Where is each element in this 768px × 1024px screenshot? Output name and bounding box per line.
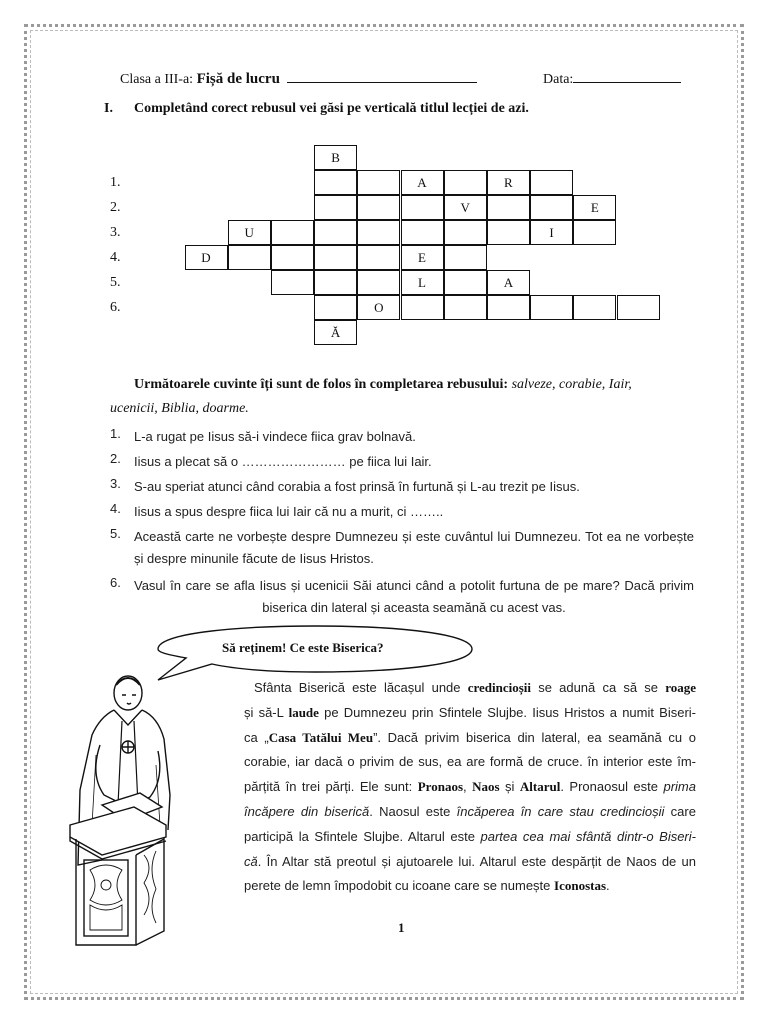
paragraph-italic: prima xyxy=(663,779,696,795)
paragraph-bold: Casa Tatălui Meu xyxy=(268,729,374,745)
crossword-cell[interactable] xyxy=(444,220,487,245)
paragraph-text: ca „ xyxy=(244,729,269,745)
paragraph-line-5 xyxy=(244,775,696,800)
paragraph-line-4: corabie, iar dacă o privim de sus, ea are formă de cruce. în interior este îm- xyxy=(244,754,696,770)
row-label-5: 5. xyxy=(110,275,121,290)
crossword-cell[interactable] xyxy=(357,220,400,245)
question-text: Iisus a plecat să o …………………… pe fiica lui Iair. xyxy=(134,454,432,469)
crossword-cell[interactable] xyxy=(530,295,573,320)
date-label: Data: xyxy=(543,72,574,87)
title-blank-line[interactable] xyxy=(287,70,477,83)
paragraph-bold: credincioșii xyxy=(467,680,532,695)
crossword-cell[interactable]: L xyxy=(401,270,444,295)
crossword-cell[interactable]: A xyxy=(401,170,444,195)
words-intro-bold: Următoarele cuvinte îți sunt de folos în completarea rebusului: xyxy=(134,377,509,392)
crossword-cell-bottom[interactable]: Ă xyxy=(314,320,357,345)
paragraph-bold: Iconostas xyxy=(554,878,607,894)
crossword-cell[interactable] xyxy=(401,220,444,245)
crossword-cell[interactable]: D xyxy=(185,245,228,270)
crossword-cell[interactable] xyxy=(271,270,314,295)
paragraph-italic: partea cea mai sfântă dintr-o Biseri- xyxy=(480,828,696,844)
row-label-2: 2. xyxy=(110,200,121,215)
paragraph-text: perete de lemn împodobit cu icoane care se numește xyxy=(244,878,555,894)
crossword-cell[interactable] xyxy=(271,220,314,245)
crossword-cell[interactable] xyxy=(314,270,357,295)
crossword-cell[interactable] xyxy=(228,245,271,270)
crossword-cell[interactable] xyxy=(573,295,616,320)
crossword-cell[interactable] xyxy=(487,295,530,320)
paragraph-italic: încăperea în care stau credincioșii xyxy=(456,803,665,819)
crossword-cell[interactable] xyxy=(357,270,400,295)
crossword-cell[interactable] xyxy=(617,295,660,320)
paragraph-text: se adună ca să se xyxy=(531,680,666,695)
row-label-3: 3. xyxy=(110,225,121,240)
paragraph-text: pe Dumnezeu prin Sfintele Slujbe. Iisus Hristos a numit Biseri- xyxy=(318,704,697,720)
paragraph-text: care xyxy=(664,803,696,819)
paragraph-bold: Pronaos xyxy=(417,779,463,795)
date-blank-line[interactable] xyxy=(573,70,681,83)
paragraph-line-6 xyxy=(244,800,696,825)
crossword-cell[interactable] xyxy=(271,245,314,270)
question-text: S-au speriat atunci când corabia a fost prinsă în furtună și L-au trezit pe Iisus. xyxy=(134,479,580,494)
crossword-cell[interactable] xyxy=(314,245,357,270)
paragraph-text: participă la Sfintele Slujbe. Altarul este xyxy=(244,828,481,844)
crossword-cell[interactable] xyxy=(357,245,400,270)
words-intro xyxy=(134,377,632,393)
paragraph-line-7 xyxy=(244,825,696,850)
paragraph-text: . Naosul este xyxy=(369,803,457,819)
question-text: Iisus a spus despre fiica lui Iair că nu a murit, ci …….. xyxy=(134,504,444,519)
question-text: Vasul în care se afla Iisus și ucenicii Săi atunci când a potolit furtuna de pe mare? Dacă privim biserica din lateral și aceasta seamănă cu acest vas. xyxy=(134,578,694,615)
worksheet-header xyxy=(120,70,477,88)
paragraph-line-2 xyxy=(244,701,696,726)
paragraph-line-3 xyxy=(244,726,696,751)
paragraph-text: . Pronaosul este xyxy=(560,779,664,795)
paragraph-text: . xyxy=(606,878,610,894)
question-number: 3. xyxy=(110,476,121,491)
question-text: L-a rugat pe Iisus să-i vindece fiica grav bolnavă. xyxy=(134,429,416,444)
paragraph-text: părțită în trei părți. Ele sunt: xyxy=(244,779,418,795)
crossword-cell[interactable] xyxy=(444,245,487,270)
row-label-4: 4. xyxy=(110,250,121,265)
paragraph-text: și să-L xyxy=(244,704,289,720)
paragraph-text: , xyxy=(463,779,473,795)
paragraph-line-8 xyxy=(244,850,696,875)
class-label: Clasa a III-a: xyxy=(120,72,194,87)
crossword-cell[interactable] xyxy=(357,170,400,195)
question-number: 2. xyxy=(110,451,121,466)
crossword-cell[interactable]: E xyxy=(573,195,616,220)
crossword-cell-top[interactable]: B xyxy=(314,145,357,170)
page-number: 1 xyxy=(398,920,405,935)
paragraph-line-1 xyxy=(244,676,696,701)
section-number: I. xyxy=(104,101,113,116)
paragraph-text: Sfânta Biserică este lăcașul unde xyxy=(254,680,468,695)
church-paragraph xyxy=(244,676,696,899)
crossword-cell[interactable]: O xyxy=(357,295,400,320)
row-label-6: 6. xyxy=(110,300,121,315)
paragraph-text: ”. Dacă privim biserica din lateral, ea seamănă cu o xyxy=(373,729,696,745)
paragraph-italic: încăpere din biserică xyxy=(244,803,370,819)
section-instruction: Completând corect rebusul vei găsi pe verticală titlul lecției de azi. xyxy=(134,101,529,116)
bubble-text: Să reținem! Ce este Biserica? xyxy=(222,640,384,655)
crossword-cell[interactable]: I xyxy=(530,220,573,245)
question-text: Această carte ne vorbește despre Dumnezeu și este cuvântul lui Dumnezeu. Tot ea ne vorbește și despre minunile făcute de Iisus Hristos. xyxy=(134,529,694,566)
paragraph-bold: Altarul xyxy=(519,779,561,795)
crossword-cell[interactable] xyxy=(357,195,400,220)
crossword-cell[interactable] xyxy=(314,195,357,220)
crossword-cell[interactable]: V xyxy=(444,195,487,220)
crossword-cell[interactable]: U xyxy=(228,220,271,245)
paragraph-text: . În Altar stă preotul și ajutoarele lui. Altarul este despărțit de Naos de un xyxy=(257,853,696,869)
crossword-cell[interactable] xyxy=(314,170,357,195)
crossword-cell[interactable]: A xyxy=(487,270,530,295)
paragraph-line-9 xyxy=(244,874,696,899)
crossword-cell[interactable] xyxy=(573,220,616,245)
crossword-cell[interactable] xyxy=(487,220,530,245)
question-number: 5. xyxy=(110,526,121,541)
crossword-cell[interactable]: R xyxy=(487,170,530,195)
question-number: 6. xyxy=(110,575,121,590)
paragraph-bold: roage xyxy=(665,680,696,695)
priest-illustration-icon xyxy=(40,655,190,950)
crossword-cell[interactable] xyxy=(444,270,487,295)
crossword-cell[interactable] xyxy=(314,220,357,245)
paragraph-bold: Naos xyxy=(472,779,500,795)
question-number: 4. xyxy=(110,501,121,516)
date-field xyxy=(543,70,681,88)
worksheet-title: Fișă de lucru xyxy=(196,71,280,87)
crossword-cell[interactable]: E xyxy=(401,245,444,270)
paragraph-text: și xyxy=(499,779,520,795)
crossword-cell[interactable] xyxy=(401,295,444,320)
paragraph-italic: că xyxy=(244,853,258,869)
crossword-cell[interactable] xyxy=(530,170,573,195)
crossword-cell[interactable] xyxy=(530,195,573,220)
paragraph-bold: laude xyxy=(288,704,319,720)
words-list-2: ucenicii, Biblia, doarme. xyxy=(110,401,249,416)
question-number: 1. xyxy=(110,426,121,441)
row-label-1: 1. xyxy=(110,175,121,190)
crossword-cell[interactable] xyxy=(444,170,487,195)
crossword-cell[interactable] xyxy=(314,295,357,320)
crossword-cell[interactable] xyxy=(444,295,487,320)
crossword-cell[interactable] xyxy=(487,195,530,220)
crossword-cell[interactable] xyxy=(401,195,444,220)
words-list-1: salveze, corabie, Iair, xyxy=(511,377,632,392)
